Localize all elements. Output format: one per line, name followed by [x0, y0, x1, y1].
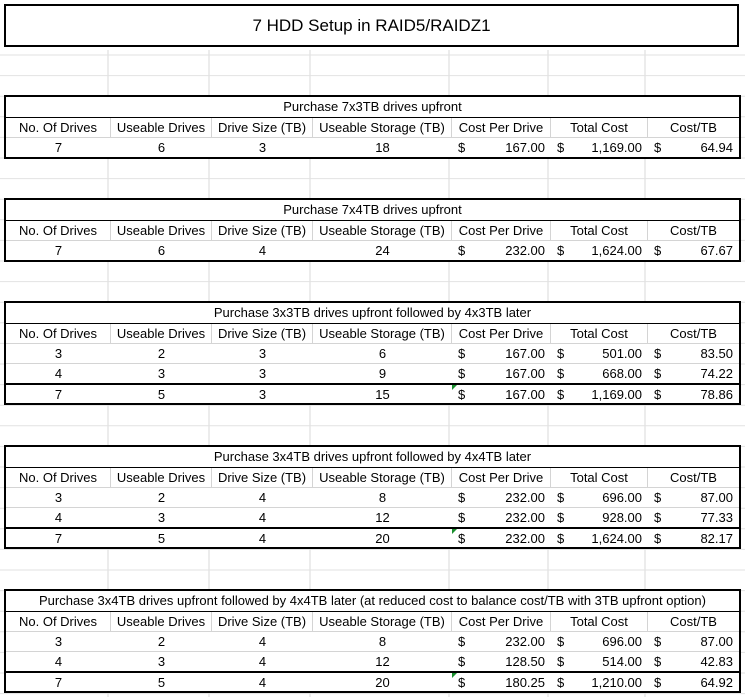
cell-cost-tb — [648, 385, 739, 403]
column-header: Useable Drives — [111, 221, 212, 240]
cell-drives: 7 — [54, 531, 63, 546]
amount-value: 128.50 — [505, 654, 545, 669]
total-row — [6, 671, 739, 691]
column-header: No. Of Drives — [6, 118, 111, 137]
amount-value: 232.00 — [505, 243, 545, 258]
table-row — [6, 507, 739, 527]
cell-cost-per-drive — [452, 673, 551, 691]
amount-value: 167.00 — [505, 140, 545, 155]
column-header: Drive Size (TB) — [212, 221, 313, 240]
section-title — [6, 200, 739, 220]
column-header: Useable Drives — [111, 612, 212, 631]
column-header-row — [6, 467, 739, 487]
cell-storage: 15 — [375, 387, 390, 402]
cell-total — [551, 488, 648, 507]
cell-cost-per-drive — [452, 364, 551, 383]
cell-storage: 8 — [378, 634, 387, 649]
currency-symbol: $ — [458, 243, 466, 258]
table-row — [6, 651, 739, 671]
cell-storage: 20 — [375, 675, 390, 690]
cell-total — [551, 364, 648, 383]
cell-cost-tb — [648, 488, 739, 507]
cell-drives: 7 — [54, 387, 63, 402]
column-header: Cost Per Drive — [452, 468, 551, 487]
formula-indicator — [452, 385, 457, 390]
cell-cost-per-drive — [452, 385, 551, 403]
column-header: Total Cost — [551, 221, 648, 240]
cell-useable: 6 — [157, 140, 166, 155]
cell-cost-per-drive — [452, 632, 551, 651]
cell-drives: 7 — [54, 243, 63, 258]
cell-total — [551, 652, 648, 671]
cell-cost-per-drive — [452, 508, 551, 527]
amount-value: 232.00 — [505, 490, 545, 505]
page-title-text: 7 HDD Setup in RAID5/RAIDZ1 — [252, 15, 491, 35]
formula-indicator — [452, 529, 457, 534]
amount-value: 77.33 — [700, 510, 733, 525]
table-row — [6, 343, 739, 363]
cell-size: 3 — [258, 387, 267, 402]
currency-symbol: $ — [458, 675, 466, 690]
amount-value: 514.00 — [602, 654, 642, 669]
cell-useable: 6 — [157, 243, 166, 258]
cell-total — [551, 673, 648, 691]
column-header: Useable Drives — [111, 118, 212, 137]
cell-cost-tb — [648, 529, 739, 547]
column-header: Useable Storage (TB) — [313, 221, 452, 240]
cell-drives: 3 — [54, 346, 63, 361]
cell-useable: 2 — [157, 634, 166, 649]
currency-symbol: $ — [557, 634, 565, 649]
cell-drives: 3 — [54, 634, 63, 649]
column-header-row — [6, 220, 739, 240]
amount-value: 74.22 — [700, 366, 733, 381]
cell-total — [551, 241, 648, 260]
amount-value: 928.00 — [602, 510, 642, 525]
currency-symbol: $ — [458, 510, 466, 525]
column-header: Drive Size (TB) — [212, 612, 313, 631]
currency-symbol: $ — [654, 490, 662, 505]
currency-symbol: $ — [557, 140, 565, 155]
cell-size: 4 — [258, 243, 267, 258]
column-header: No. Of Drives — [6, 324, 111, 343]
cost-table-section — [4, 95, 741, 159]
amount-value: 64.92 — [700, 675, 733, 690]
column-header: Cost Per Drive — [452, 118, 551, 137]
cell-size: 4 — [258, 510, 267, 525]
cell-drives: 7 — [54, 140, 63, 155]
amount-value: 167.00 — [505, 366, 545, 381]
column-header: Useable Storage (TB) — [313, 324, 452, 343]
column-header: Useable Storage (TB) — [313, 468, 452, 487]
currency-symbol: $ — [458, 387, 466, 402]
column-header: Useable Drives — [111, 324, 212, 343]
currency-symbol: $ — [557, 243, 565, 258]
column-header: No. Of Drives — [6, 612, 111, 631]
amount-value: 167.00 — [505, 387, 545, 402]
currency-symbol: $ — [654, 531, 662, 546]
amount-value: 696.00 — [602, 490, 642, 505]
column-header: No. Of Drives — [6, 468, 111, 487]
table-row — [6, 631, 739, 651]
amount-value: 1,169.00 — [591, 387, 642, 402]
currency-symbol: $ — [557, 346, 565, 361]
total-row — [6, 383, 739, 403]
currency-symbol: $ — [458, 140, 466, 155]
cell-storage: 6 — [378, 346, 387, 361]
section-title — [6, 303, 739, 323]
column-header: Cost Per Drive — [452, 324, 551, 343]
column-header: Useable Drives — [111, 468, 212, 487]
cell-cost-per-drive — [452, 241, 551, 260]
currency-symbol: $ — [654, 675, 662, 690]
amount-value: 67.67 — [700, 243, 733, 258]
column-header: Cost/TB — [670, 223, 717, 238]
cell-storage: 9 — [378, 366, 387, 381]
cell-storage: 18 — [375, 140, 390, 155]
cell-size: 4 — [258, 634, 267, 649]
cell-cost-tb — [648, 344, 739, 363]
cell-cost-per-drive — [452, 652, 551, 671]
cost-table-section — [4, 301, 741, 405]
section-title — [6, 97, 739, 117]
currency-symbol: $ — [557, 366, 565, 381]
amount-value: 42.83 — [700, 654, 733, 669]
currency-symbol: $ — [458, 654, 466, 669]
currency-symbol: $ — [654, 366, 662, 381]
cell-cost-per-drive — [452, 488, 551, 507]
amount-value: 232.00 — [505, 531, 545, 546]
cell-useable: 3 — [157, 510, 166, 525]
column-header-row — [6, 117, 739, 137]
amount-value: 180.25 — [505, 675, 545, 690]
cell-useable: 5 — [157, 675, 166, 690]
cell-cost-tb — [648, 673, 739, 691]
cell-useable: 5 — [157, 531, 166, 546]
section-title — [6, 447, 739, 467]
amount-value: 82.17 — [700, 531, 733, 546]
currency-symbol: $ — [654, 243, 662, 258]
column-header: Cost/TB — [670, 326, 717, 341]
cell-drives: 3 — [54, 490, 63, 505]
cell-useable: 2 — [157, 346, 166, 361]
cell-storage: 24 — [375, 243, 390, 258]
amount-value: 1,169.00 — [591, 140, 642, 155]
cell-useable: 3 — [157, 654, 166, 669]
cell-size: 4 — [258, 531, 267, 546]
cell-total — [551, 529, 648, 547]
column-header-row — [6, 611, 739, 631]
column-header: Total Cost — [551, 118, 648, 137]
amount-value: 1,624.00 — [591, 531, 642, 546]
cell-cost-per-drive — [452, 344, 551, 363]
section-title-text: Purchase 3x4TB drives upfront followed by 4x4TB later (at reduced cost to balance cost/TB with 3TB upfront option) — [39, 593, 706, 608]
cell-size: 3 — [258, 346, 267, 361]
page-title — [4, 4, 739, 47]
amount-value: 83.50 — [700, 346, 733, 361]
column-header: Drive Size (TB) — [212, 468, 313, 487]
cell-storage: 8 — [378, 490, 387, 505]
currency-symbol: $ — [458, 346, 466, 361]
amount-value: 167.00 — [505, 346, 545, 361]
column-header: Total Cost — [551, 324, 648, 343]
cell-drives: 7 — [54, 675, 63, 690]
currency-symbol: $ — [557, 490, 565, 505]
amount-value: 87.00 — [700, 490, 733, 505]
cell-cost-tb — [648, 632, 739, 651]
currency-symbol: $ — [654, 387, 662, 402]
cell-drives: 4 — [54, 654, 63, 669]
cell-size: 3 — [258, 366, 267, 381]
cell-size: 3 — [258, 140, 267, 155]
amount-value: 501.00 — [602, 346, 642, 361]
table-row — [6, 137, 739, 157]
section-title-text: Purchase 7x4TB drives upfront — [283, 202, 462, 217]
column-header-row — [6, 323, 739, 343]
amount-value: 668.00 — [602, 366, 642, 381]
currency-symbol: $ — [654, 654, 662, 669]
column-header: Cost Per Drive — [452, 221, 551, 240]
cost-table-section — [4, 589, 741, 693]
amount-value: 1,624.00 — [591, 243, 642, 258]
cell-cost-tb — [648, 138, 739, 157]
amount-value: 64.94 — [700, 140, 733, 155]
cost-table-section — [4, 445, 741, 549]
cell-cost-per-drive — [452, 138, 551, 157]
cell-total — [551, 385, 648, 403]
amount-value: 78.86 — [700, 387, 733, 402]
currency-symbol: $ — [458, 490, 466, 505]
cell-cost-tb — [648, 508, 739, 527]
currency-symbol: $ — [458, 634, 466, 649]
cost-table-section — [4, 198, 741, 262]
column-header: Cost Per Drive — [452, 612, 551, 631]
amount-value: 87.00 — [700, 634, 733, 649]
column-header: Drive Size (TB) — [212, 118, 313, 137]
currency-symbol: $ — [654, 140, 662, 155]
cell-total — [551, 344, 648, 363]
cell-total — [551, 138, 648, 157]
cell-storage: 20 — [375, 531, 390, 546]
section-title-text: Purchase 3x3TB drives upfront followed by 4x3TB later — [213, 305, 532, 320]
table-row — [6, 363, 739, 383]
cell-storage: 12 — [375, 510, 390, 525]
currency-symbol: $ — [557, 387, 565, 402]
column-header: Cost/TB — [670, 614, 717, 629]
column-header: Useable Storage (TB) — [313, 118, 452, 137]
amount-value: 1,210.00 — [591, 675, 642, 690]
column-header: Total Cost — [551, 468, 648, 487]
amount-value: 232.00 — [505, 510, 545, 525]
currency-symbol: $ — [557, 531, 565, 546]
amount-value: 232.00 — [505, 634, 545, 649]
table-row — [6, 240, 739, 260]
currency-symbol: $ — [557, 654, 565, 669]
column-header: Drive Size (TB) — [212, 324, 313, 343]
column-header: Cost/TB — [670, 120, 717, 135]
cell-size: 4 — [258, 675, 267, 690]
cell-total — [551, 632, 648, 651]
cell-drives: 4 — [54, 510, 63, 525]
currency-symbol: $ — [654, 346, 662, 361]
currency-symbol: $ — [654, 634, 662, 649]
total-row — [6, 527, 739, 547]
cell-useable: 3 — [157, 366, 166, 381]
cell-useable: 5 — [157, 387, 166, 402]
column-header: Total Cost — [551, 612, 648, 631]
cell-cost-tb — [648, 364, 739, 383]
currency-symbol: $ — [458, 531, 466, 546]
currency-symbol: $ — [654, 510, 662, 525]
section-title-text: Purchase 7x3TB drives upfront — [283, 99, 462, 114]
currency-symbol: $ — [458, 366, 466, 381]
column-header: Cost/TB — [670, 470, 717, 485]
cell-cost-per-drive — [452, 529, 551, 547]
currency-symbol: $ — [557, 510, 565, 525]
cell-total — [551, 508, 648, 527]
currency-symbol: $ — [557, 675, 565, 690]
cell-cost-tb — [648, 652, 739, 671]
cell-size: 4 — [258, 490, 267, 505]
section-title — [6, 591, 739, 611]
amount-value: 696.00 — [602, 634, 642, 649]
cell-useable: 2 — [157, 490, 166, 505]
cell-storage: 12 — [375, 654, 390, 669]
table-row — [6, 487, 739, 507]
cell-drives: 4 — [54, 366, 63, 381]
formula-indicator — [452, 673, 457, 678]
column-header: Useable Storage (TB) — [313, 612, 452, 631]
section-title-text: Purchase 3x4TB drives upfront followed by 4x4TB later — [213, 449, 532, 464]
cell-cost-tb — [648, 241, 739, 260]
cell-size: 4 — [258, 654, 267, 669]
column-header: No. Of Drives — [6, 221, 111, 240]
